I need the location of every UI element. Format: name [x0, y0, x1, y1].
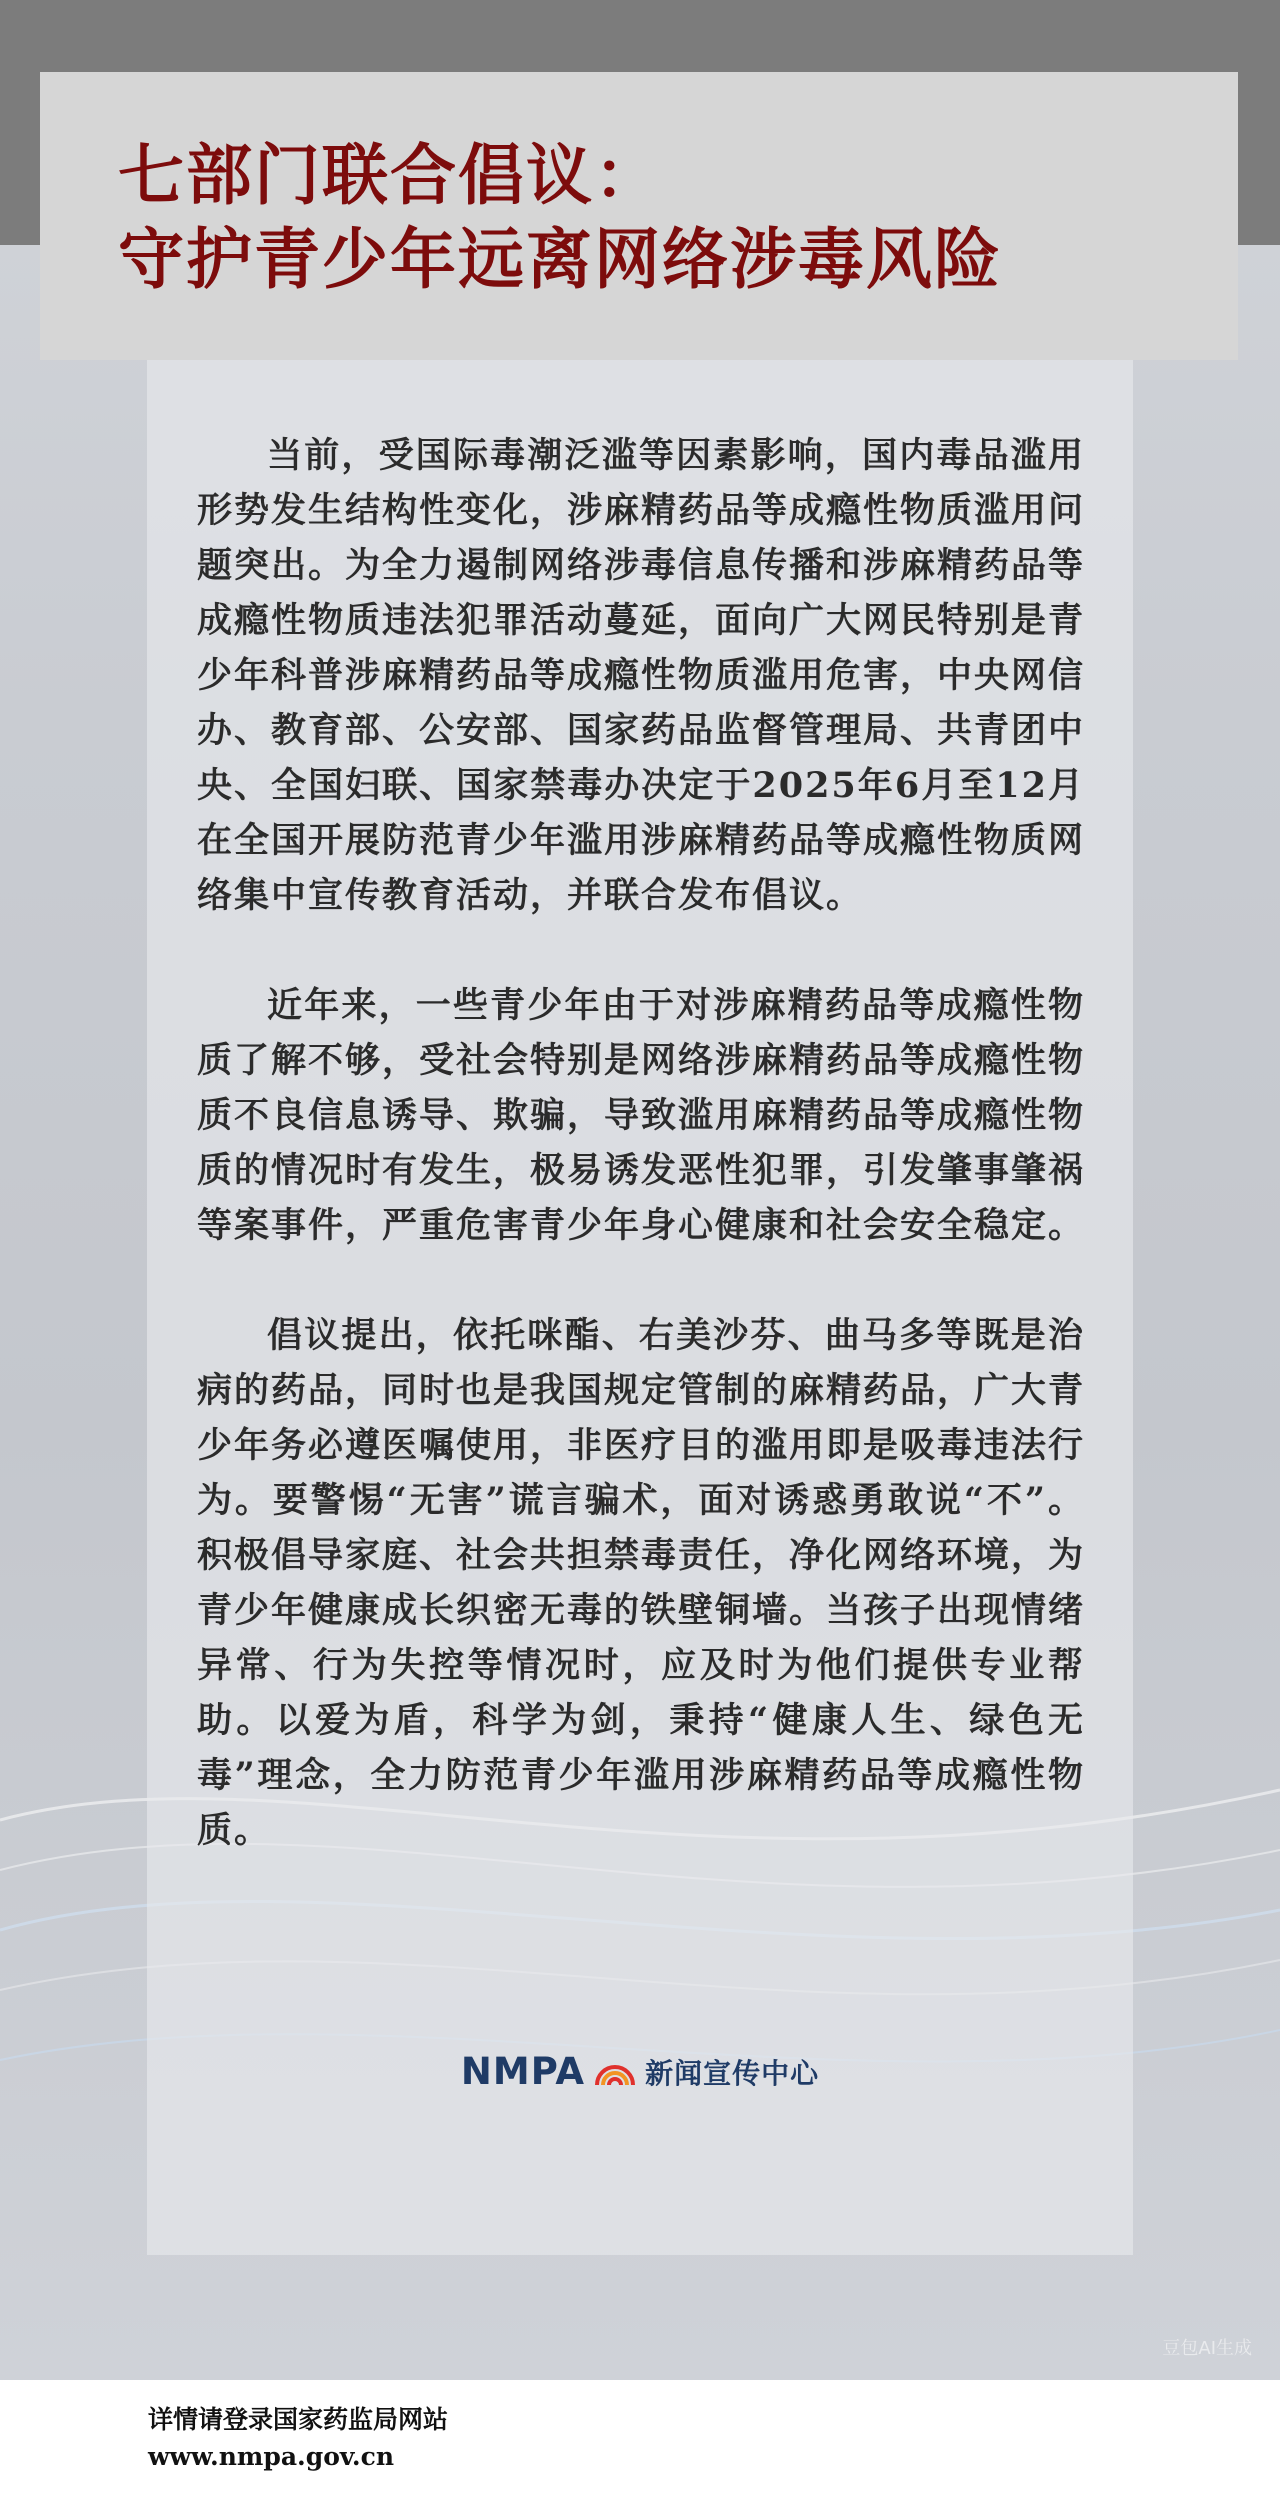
title-box: [40, 72, 1238, 360]
footer-notice: 详情请登录国家药监局网站: [148, 2405, 449, 2434]
rainbow-arc-icon: [593, 2057, 637, 2087]
watermark: 豆包AI生成: [1162, 2338, 1252, 2359]
footer-url[interactable]: www.nmpa.gov.cn: [148, 2442, 395, 2471]
paragraph-2: 近年来，一些青少年由于对涉麻精药品等成瘾性物质了解不够，受社会特别是网络涉麻精药品等成瘾性物质不良信息诱导、欺骗，导致滥用麻精药品等成瘾性物质的情况时有发生，极易诱发恶性犯罪，引发肇事肇祸等案事件，严重危害青少年身心健康和社会安全稳定。: [197, 985, 1086, 1246]
title-line-1: 七部门联合倡议：: [118, 137, 662, 214]
title-line-2: 守护青少年远离网络涉毒风险: [118, 221, 1002, 298]
logo-nmpa-text: NMPA: [460, 2050, 586, 2093]
footer: [0, 2380, 1280, 2503]
paragraph-1: 当前，受国际毒潮泛滥等因素影响，国内毒品滥用形势发生结构性变化，涉麻精药品等成瘾性物质滥用问题突出。为全力遏制网络涉毒信息传播和涉麻精药品等成瘾性物质违法犯罪活动蔓延，面向广大网民特别是青少年科普涉麻精药品等成瘾性物质滥用危害，中央网信办、教育部、公安部、国家药品监督管理局、共青团中央、全国妇联、国家禁毒办决定于2025年6月至12月在全国开展防范青少年滥用涉麻精药品等成瘾性物质网络集中宣传教育活动，并联合发布倡议。: [197, 435, 1086, 916]
logo-center-text: 新闻宣传中心: [645, 2056, 820, 2090]
content-panel: [147, 360, 1133, 2255]
paragraph-3: 倡议提出，依托咪酯、右美沙芬、曲马多等既是治病的药品，同时也是我国规定管制的麻精药品，广大青少年务必遵医嘱使用，非医疗目的滥用即是吸毒违法行为。要警惕“无害”谎言骗术，面对诱惑勇敢说“不”。积极倡导家庭、社会共担禁毒责任，净化网络环境，为青少年健康成长织密无毒的铁壁铜墙。当孩子出现情绪异常、行为失控等情况时，应及时为他们提供专业帮助。以爱为盾，科学为剑，秉持“健康人生、绿色无毒”理念，全力防范青少年滥用涉麻精药品等成瘾性物质。: [197, 1315, 1086, 1851]
nmpa-logo: [147, 2050, 1133, 2093]
